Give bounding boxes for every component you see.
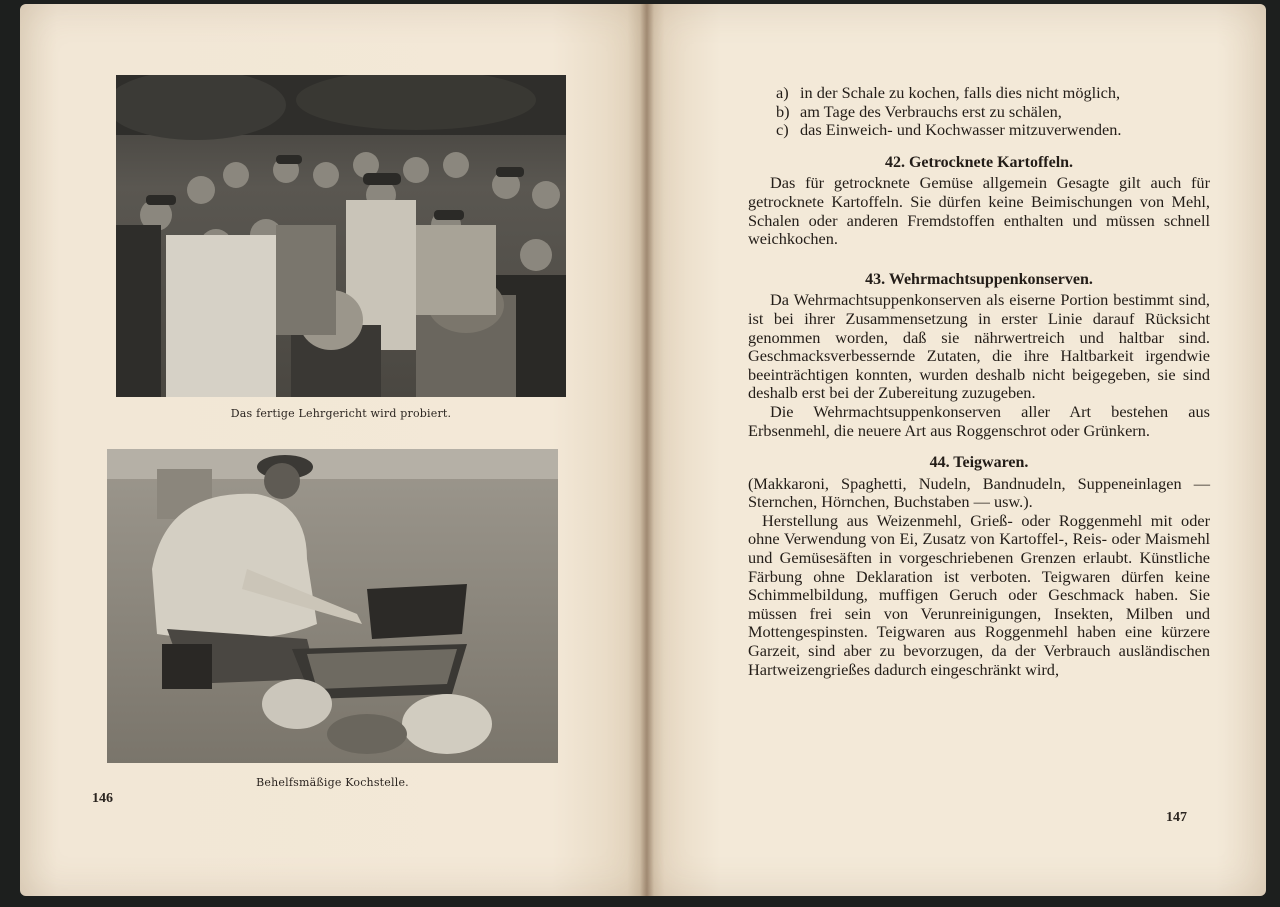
- photo-improvised-stove: [107, 449, 558, 763]
- page-number-right: 147: [1166, 810, 1187, 825]
- section-43-para2: Die Wehrmachtsuppenkonserven aller Art bestehen aus Erbsenmehl, die neuere Art aus Roggenschrot oder Grünkern.: [748, 401, 1210, 440]
- list-item: [776, 103, 1210, 122]
- section-44-para1: (Makkaroni, Spaghetti, Nudeln, Bandnudeln, Suppeneinlagen — Sternchen, Hörnchen, Buchstaben — usw.).: [748, 473, 1210, 512]
- list-item-label: b): [776, 101, 790, 121]
- list-item: [776, 84, 1210, 103]
- section-42-heading: 42. Getrocknete Kartoffeln.: [884, 153, 1074, 171]
- page-number-left: 146: [92, 791, 113, 806]
- photo2-caption: Behelfsmäßige Kochstelle.: [256, 776, 409, 789]
- section-43-heading: 43. Wehrmachtsuppenkonserven.: [865, 270, 1093, 288]
- book-gutter: [640, 4, 654, 896]
- list-item-text: in der Schale zu kochen, falls dies nicht möglich,: [800, 83, 1121, 102]
- section-42-text: Das für getrocknete Gemüse allgemein Gesagte gilt auch für getrocknete Kartoffeln. Sie dürfen keine Beimischungen von Mehl, Schalen oder anderen Fremdstoffen enthalten und müssen schnell weichkochen.: [748, 173, 1210, 249]
- list-item-text: das Einweich- und Kochwasser mitzuverwenden.: [800, 120, 1122, 140]
- right-page-text: [748, 84, 1210, 679]
- photo-soldiers-tasting: [116, 75, 566, 397]
- section-44-para2: Herstellung aus Weizenmehl, Grieß- oder Roggenmehl mit oder ohne Verwendung von Ei, Zusatz von Kartoffel-, Reis- oder Maismehl und Gemüsesäften in vorgeschriebenen Grenzen erlaubt. Künstliche Färbung ohne Deklaration ist verboten. Teigwaren dürfen keine Schimmelbildung, muffigen Geruch oder Geschmack haben. Sie müssen frei sein von Verunreinigungen, Insekten, Milben und Mottengespinsten. Teigwaren aus Roggenmehl haben eine kürzere Garzeit, sind aber zu bevorzugen, da der Verbrauch ausländischen Hartweizengrießes dadurch eingeschränkt wird,: [748, 510, 1210, 679]
- photo1-caption: Das fertige Lehrgericht wird probiert.: [230, 407, 452, 420]
- list-item: [776, 121, 1210, 140]
- list-item-text: am Tage des Verbrauchs erst zu schälen,: [800, 101, 1062, 121]
- section-43-para1: Da Wehrmachtsuppenkonserven als eiserne Portion bestimmt sind, ist bei ihrer Zusammensetzung in erster Linie darauf Rücksicht genommen worden, daß sie nährwertreich und haltbar sind. Geschmacksverbessernde Zutaten, die ihre Haltbarkeit irgendwie beeinträchtigen konnten, wurden deshalb nicht beigegeben, sie sind deshalb erst bei der Zubereitung zuzugeben.: [748, 290, 1210, 403]
- list-item-label: a): [776, 83, 789, 102]
- section-44-heading: 44. Teigwaren.: [929, 454, 1029, 472]
- list-item-label: c): [776, 120, 789, 140]
